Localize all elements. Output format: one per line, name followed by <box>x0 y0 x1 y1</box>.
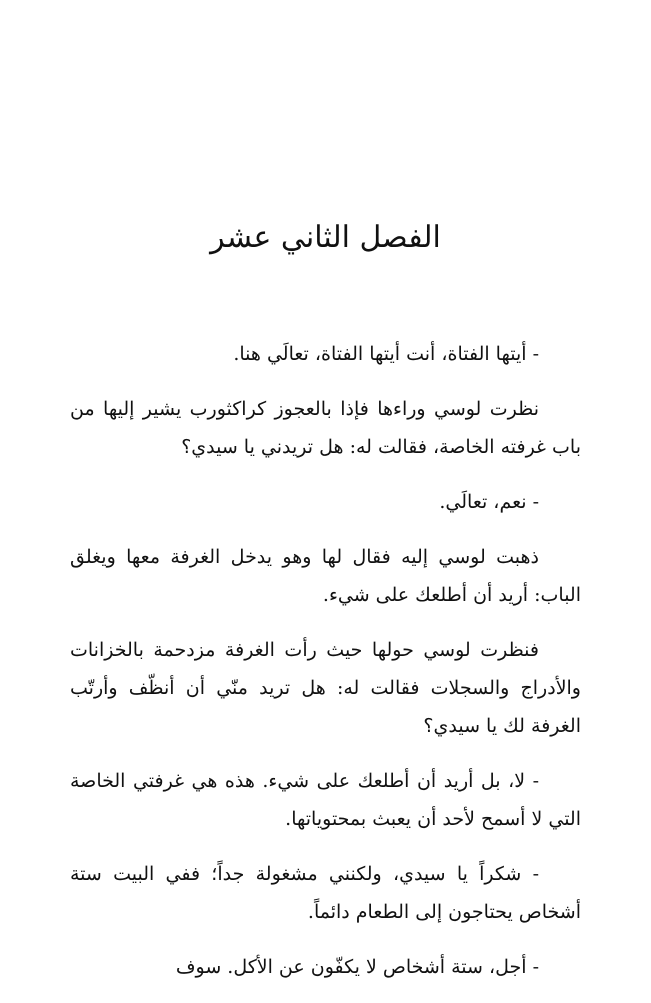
paragraph: فنظرت لوسي حولها حيث رأت الغرفة مزدحمة بالخزانات والأدراج والسجلات فقالت له: هل تريد منّي أن أنظّف وأرتّب الغرفة لك يا سيدي؟ <box>70 639 581 737</box>
paragraph: - لا، بل أريد أن أطلعك على شيء. هذه هي غرفتي الخاصة التي لا أسمح لأحد أن يعبث بمحتوياتها. <box>70 770 581 830</box>
paragraph: - أيتها الفتاة، أنت أيتها الفتاة، تعالَي هنا. <box>233 343 539 365</box>
paragraph: - أجل، ستة أشخاص لا يكفّون عن الأكل. سوف <box>175 956 539 978</box>
paragraph: - نعم، تعالَي. <box>439 491 539 513</box>
paragraph: نظرت لوسي وراءها فإذا بالعجوز كراكثورب يشير إليها من باب غرفته الخاصة، فقالت له: هل تريدني يا سيدي؟ <box>70 398 581 458</box>
paragraph: ذهبت لوسي إليه فقال لها وهو يدخل الغرفة معها ويغلق الباب: أريد أن أطلعك على شيء. <box>70 546 581 606</box>
paragraph: - شكراً يا سيدي، ولكنني مشغولة جداً؛ ففي البيت ستة أشخاص يحتاجون إلى الطعام دائماً. <box>70 863 581 923</box>
chapter-title: الفصل الثاني عشر <box>210 220 441 255</box>
chapter-body <box>70 335 581 1003</box>
